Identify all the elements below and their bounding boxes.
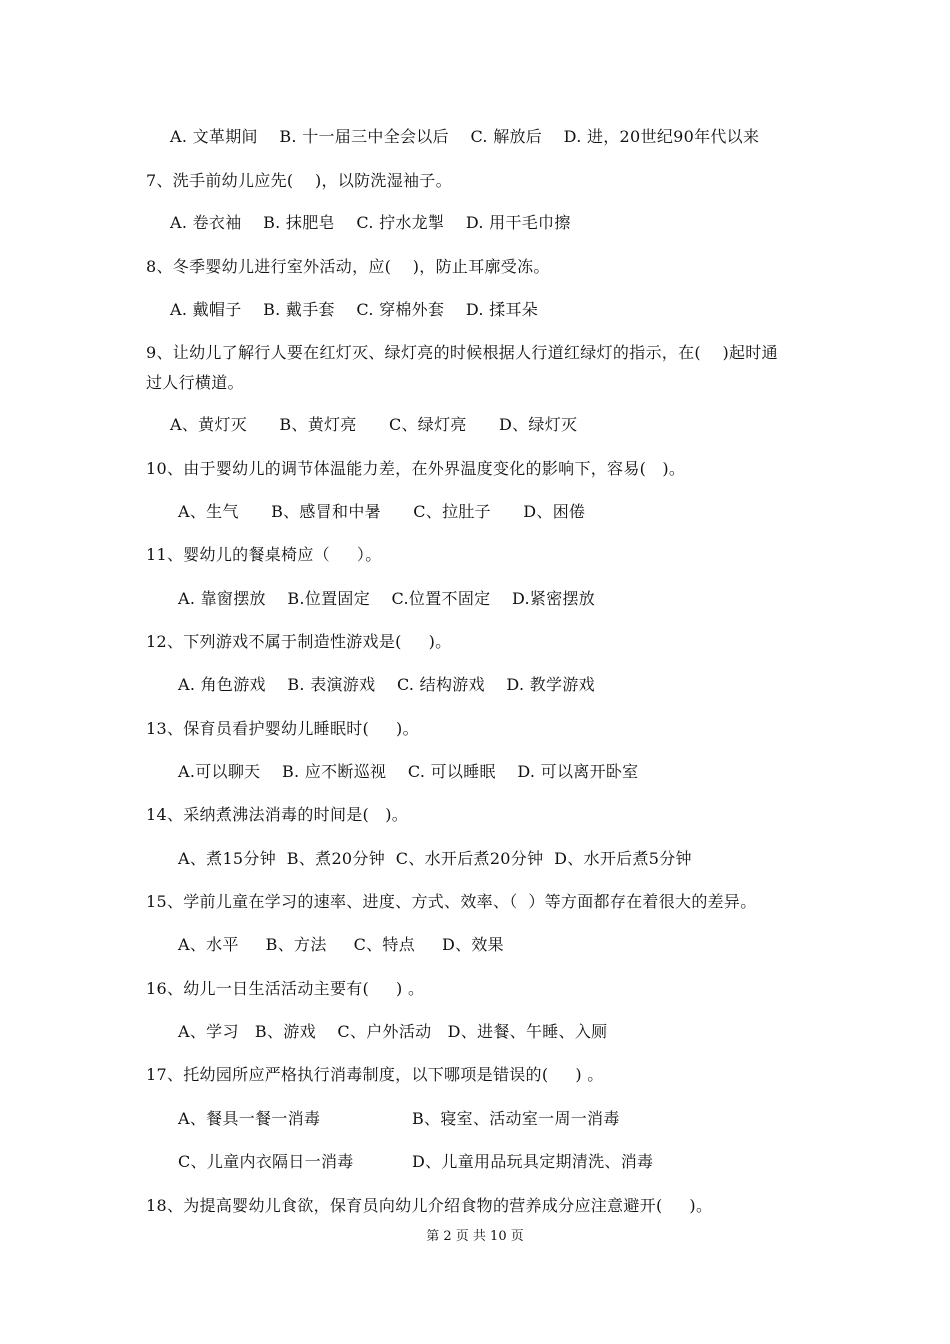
q13-options: A.可以聊天 B. 应不断巡视 C. 可以睡眠 D. 可以离开卧室 — [178, 762, 639, 781]
q10-options: A、生气 B、感冒和中暑 C、拉肚子 D、困倦 — [178, 502, 586, 521]
q7-stem: 7、洗手前幼儿应先( )，以防洗湿袖子。 — [146, 171, 452, 190]
q10-stem: 10、由于婴幼儿的调节体温能力差，在外界温度变化的影响下，容易( )。 — [146, 459, 686, 478]
q15-stem: 15、学前儿童在学习的速率、进度、方式、效率、（ ）等方面都存在着很大的差异。 — [146, 892, 757, 911]
q16-options: A、学习 B、游戏 C、户外活动 D、进餐、午睡、入厕 — [178, 1022, 608, 1041]
q17-option-a: A、餐具一餐一消毒 — [178, 1109, 321, 1128]
q8-stem: 8、冬季婴幼儿进行室外活动，应( )，防止耳廓受冻。 — [146, 257, 550, 276]
q12-stem: 12、下列游戏不属于制造性游戏是( )。 — [146, 632, 452, 651]
q17-stem: 17、托幼园所应严格执行消毒制度，以下哪项是错误的( ) 。 — [146, 1065, 604, 1084]
q17-option-b: B、寝室、活动室一周一消毒 — [412, 1109, 620, 1128]
q7-options: A. 卷衣袖 B. 抹肥皂 C. 拧水龙掣 D. 用干毛巾擦 — [170, 213, 571, 232]
q18-stem: 18、为提高婴幼儿食欲，保育员向幼儿介绍食物的营养成分应注意避开( )。 — [146, 1196, 713, 1215]
q11-stem: 11、婴幼儿的餐桌椅应（ ）。 — [146, 545, 382, 564]
q9-stem-line1: 9、让幼儿了解行人要在红灯灭、绿灯亮的时候根据人行道红绿灯的指示，在( )起时通 — [146, 343, 778, 362]
page-footer: 第 2 页 共 10 页 — [426, 1229, 524, 1244]
q12-options: A. 角色游戏 B. 表演游戏 C. 结构游戏 D. 教学游戏 — [178, 675, 595, 694]
q14-stem: 14、采纳煮沸法消毒的时间是( )。 — [146, 805, 409, 824]
q8-options: A. 戴帽子 B. 戴手套 C. 穿棉外套 D. 揉耳朵 — [170, 300, 539, 319]
q15-options: A、水平 B、方法 C、特点 D、效果 — [178, 935, 504, 954]
q9-options: A、黄灯灭 B、黄灯亮 C、绿灯亮 D、绿灯灭 — [170, 415, 578, 434]
q16-stem: 16、幼儿一日生活活动主要有( ) 。 — [146, 979, 425, 998]
q17-option-c: C、儿童内衣隔日一消毒 — [178, 1152, 354, 1171]
q17-option-d: D、儿童用品玩具定期清洗、消毒 — [412, 1152, 654, 1171]
q13-stem: 13、保育员看护婴幼儿睡眠时( )。 — [146, 719, 419, 738]
q6-options: A. 文革期间 B. 十一届三中全会以后 C. 解放后 D. 进，20世纪90年代以来 — [170, 127, 760, 146]
q11-options: A. 靠窗摆放 B.位置固定 C.位置不固定 D.紧密摆放 — [178, 589, 596, 608]
q14-options: A、煮15分钟 B、煮20分钟 C、水开后煮20分钟 D、水开后煮5分钟 — [178, 849, 692, 868]
q9-stem-line2: 过人行横道。 — [146, 373, 244, 392]
